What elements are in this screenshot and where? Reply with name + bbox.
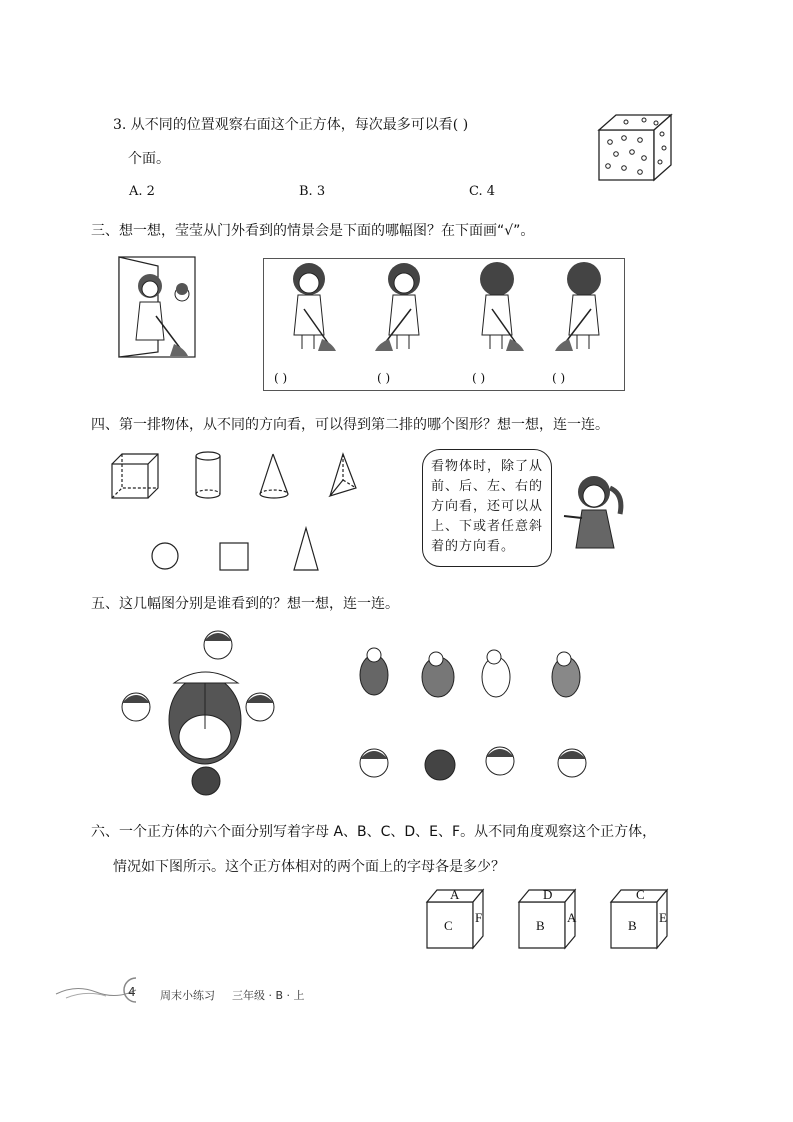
cube3-side: E bbox=[659, 910, 667, 925]
footer-grade: 三年级 · B · 上 bbox=[232, 989, 305, 1002]
answer-blank-3[interactable]: ( ) bbox=[472, 371, 486, 385]
answer-blank-1[interactable]: ( ) bbox=[274, 371, 288, 385]
solid-shapes-figure bbox=[108, 450, 368, 572]
square-shape bbox=[220, 543, 248, 570]
girl-sweeping-options bbox=[274, 259, 614, 359]
cylinder-shape bbox=[196, 452, 220, 498]
q3-option-b: B. 3 bbox=[299, 184, 326, 199]
page-number: 4 bbox=[128, 985, 136, 999]
cube1-top: A bbox=[450, 887, 460, 902]
view-totoro-4 bbox=[552, 652, 580, 697]
observers-figure bbox=[110, 625, 600, 800]
pyramid-shape bbox=[330, 454, 356, 496]
cube-shape bbox=[112, 454, 158, 498]
view-totoro-1 bbox=[360, 648, 388, 695]
cube2-front: B bbox=[536, 918, 545, 933]
girl-speaker-figure bbox=[552, 470, 632, 560]
cube1-side: F bbox=[475, 910, 483, 925]
section6-title-line1: 六、一个正方体的六个面分别写着字母 A、B、C、D、E、F。从不同角度观察这个正方体， bbox=[91, 824, 657, 840]
section4-title: 四、第一排物体，从不同的方向看，可以得到第二排的哪个图形？想一想，连一连。 bbox=[91, 417, 609, 433]
triangle-shape bbox=[294, 528, 318, 570]
cube3-front: B bbox=[628, 918, 637, 933]
view-totoro-2 bbox=[422, 652, 454, 697]
view-child-1 bbox=[360, 749, 388, 777]
cube3-top: C bbox=[636, 887, 645, 902]
totoro-with-children bbox=[122, 631, 274, 795]
view-totoro-3 bbox=[482, 650, 510, 697]
q3-line2: 个面。 bbox=[128, 151, 170, 167]
view-child-3 bbox=[486, 747, 514, 775]
section3-options-frame bbox=[263, 258, 625, 391]
section3-title: 三、想一想，莹莹从门外看到的情景会是下面的哪幅图？在下面画“√”。 bbox=[91, 223, 535, 239]
letter-cubes bbox=[425, 888, 695, 958]
cube2-side: A bbox=[567, 910, 577, 925]
footer-book-title: 周末小练习 bbox=[160, 989, 215, 1002]
door-scene-figure bbox=[118, 256, 198, 360]
cone-shape bbox=[260, 454, 288, 498]
q3-option-a: A. 2 bbox=[129, 184, 155, 199]
view-child-4 bbox=[558, 749, 586, 777]
dotted-cube-figure bbox=[596, 112, 676, 184]
q3-option-c: C. 4 bbox=[469, 184, 496, 199]
view-child-2 bbox=[425, 750, 455, 780]
cube1-front: C bbox=[444, 918, 453, 933]
q3-line1: 3. 从不同的位置观察右面这个正方体，每次最多可以看( ) bbox=[113, 117, 469, 133]
section6-title-line2: 情况如下图所示。这个正方体相对的两个面上的字母各是多少？ bbox=[113, 859, 505, 875]
answer-blank-2[interactable]: ( ) bbox=[377, 371, 391, 385]
circle-shape bbox=[152, 543, 178, 569]
footer-decoration bbox=[56, 976, 136, 1004]
section5-title: 五、这几幅图分别是谁看到的？想一想，连一连。 bbox=[91, 596, 399, 612]
letter-cubes-svg bbox=[425, 888, 695, 958]
speech-bubble bbox=[422, 449, 552, 567]
cube2-top: D bbox=[543, 887, 553, 902]
answer-blank-4[interactable]: ( ) bbox=[552, 371, 566, 385]
speech-bubble-text: 看物体时，除了从前、后、左、右的方向看，还可以从上、下或者任意斜着的方向看。 bbox=[431, 459, 544, 554]
